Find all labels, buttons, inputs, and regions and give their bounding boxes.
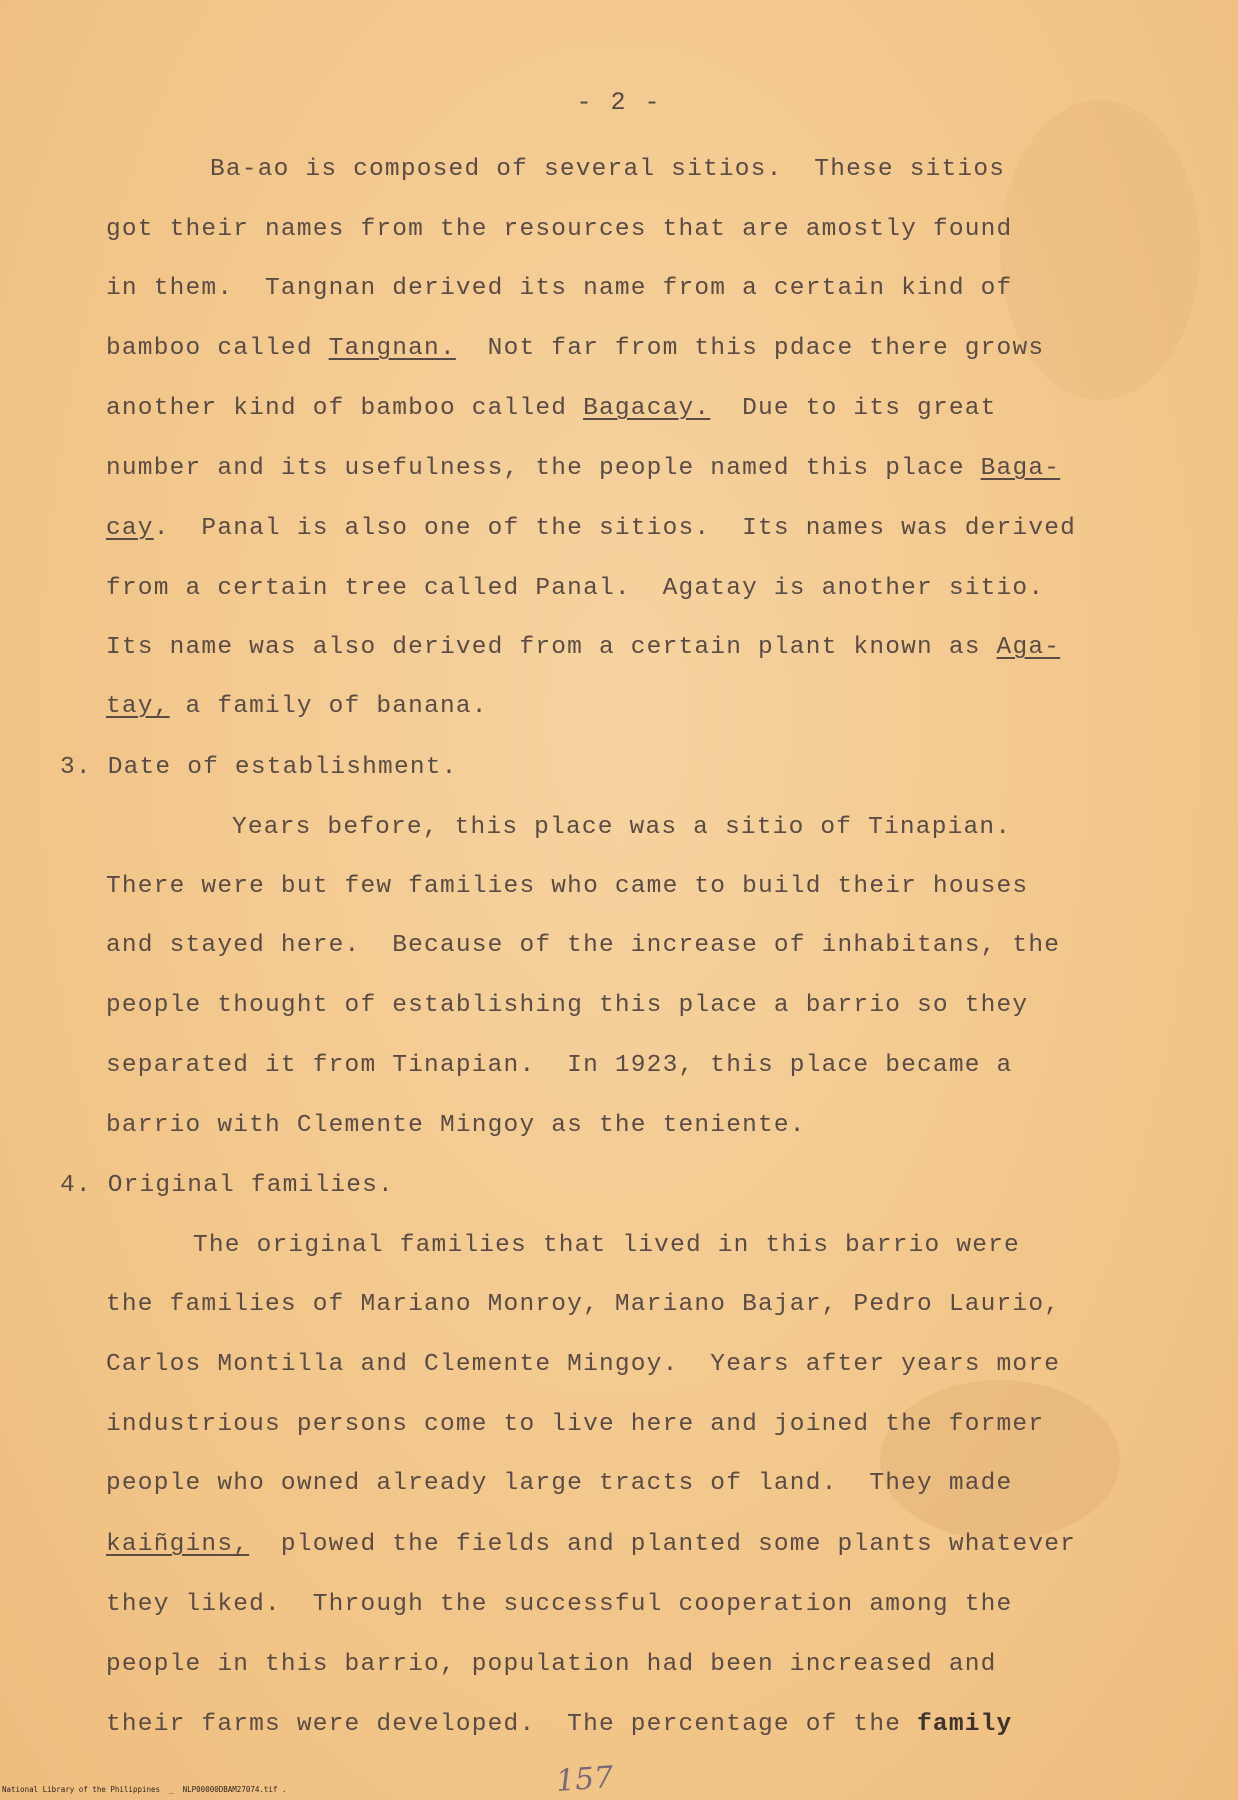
text-line xyxy=(106,1472,1012,1497)
text-segment: the families of Mariano Monroy, Mariano Bajar, Pedro Laurio, xyxy=(106,1291,1061,1318)
text-line xyxy=(106,1533,1076,1558)
text-segment: Years before, this place was a sitio of Tinapian. xyxy=(232,814,1012,841)
text-segment: plowed the fields and planted some plants whatever xyxy=(249,1531,1077,1558)
text-segment: There were but few families who came to build their houses xyxy=(106,873,1029,900)
text-segment: Carlos Montilla and Clemente Mingoy. Years after years more xyxy=(106,1351,1061,1378)
archive-label: National Library of the Philippines _ NLP00000DBAM27074.tif . xyxy=(2,1785,287,1794)
bold-word: family xyxy=(917,1711,1013,1738)
handwritten-page-number: 157 xyxy=(554,1760,615,1799)
text-segment: another kind of bamboo called xyxy=(106,395,584,422)
text-segment: Ba-ao is composed of several sitios. These sitios xyxy=(210,156,1006,183)
text-segment: . Panal is also one of the sitios. Its names was derived xyxy=(153,515,1077,542)
text-segment: Its name was also derived from a certain plant known as xyxy=(106,634,997,661)
text-segment: people thought of establishing this place a barrio so they xyxy=(106,992,1029,1019)
text-line xyxy=(106,457,1060,482)
text-segment: separated it from Tinapian. In 1923, this place became a xyxy=(106,1052,1013,1079)
text-line xyxy=(106,875,1028,900)
text-line xyxy=(106,636,1060,661)
text-line xyxy=(106,1413,1044,1438)
underlined-term: Bagacay. xyxy=(583,395,711,422)
text-line xyxy=(106,218,1012,243)
underlined-term: Tangnan. xyxy=(328,335,456,362)
underlined-term: kaiñgins, xyxy=(106,1531,250,1558)
text-segment: they liked. Through the successful cooperation among the xyxy=(106,1591,1013,1618)
text-line xyxy=(106,277,1012,302)
text-segment: people who owned already large tracts of land. They made xyxy=(106,1470,1013,1497)
text-segment: bamboo called xyxy=(106,335,329,362)
text-segment: number and its usefulness, the people named this place xyxy=(106,455,981,482)
text-line xyxy=(106,577,1044,602)
text-line xyxy=(60,1174,394,1199)
text-segment: a family of banana. xyxy=(169,693,488,720)
paper-stain xyxy=(880,1380,1120,1540)
text-line xyxy=(106,1353,1060,1378)
text-segment: 3. Date of establishment. xyxy=(60,754,458,781)
text-segment: and stayed here. Because of the increase of inhabitans, the xyxy=(106,932,1061,959)
text-segment: from a certain tree called Panal. Agatay is another sitio. xyxy=(106,575,1045,602)
underlined-term: Baga- xyxy=(980,455,1061,482)
text-line xyxy=(106,1054,1012,1079)
text-line xyxy=(106,1653,997,1678)
text-segment: their farms were developed. The percentage of the xyxy=(106,1711,918,1738)
text-line xyxy=(210,158,1005,183)
text-segment: barrio with Clemente Mingoy as the teniente. xyxy=(106,1112,806,1139)
text-line xyxy=(106,1593,1012,1618)
text-segment: Due to its great xyxy=(710,395,997,422)
underlined-term: tay, xyxy=(106,693,170,720)
text-line xyxy=(106,934,1060,959)
text-line xyxy=(106,994,1028,1019)
text-line xyxy=(193,1234,1020,1259)
text-segment: industrious persons come to live here and joined the former xyxy=(106,1411,1045,1438)
text-line xyxy=(60,756,458,781)
text-line xyxy=(106,1713,1012,1738)
text-segment: 4. Original families. xyxy=(60,1172,394,1199)
text-line xyxy=(106,1293,1060,1318)
text-line xyxy=(106,517,1076,542)
text-line xyxy=(106,1114,806,1139)
text-line xyxy=(106,337,1044,362)
text-segment: in them. Tangnan derived its name from a certain kind of xyxy=(106,275,1013,302)
page-number: - 2 - xyxy=(576,88,662,117)
text-line xyxy=(106,695,488,720)
text-segment: got their names from the resources that are amostly found xyxy=(106,216,1013,243)
text-line xyxy=(232,816,1011,841)
text-segment: Not far from this pdace there grows xyxy=(455,335,1045,362)
text-line xyxy=(106,397,997,422)
underlined-term: cay xyxy=(106,515,154,542)
underlined-term: Aga- xyxy=(996,634,1061,661)
text-segment: The original families that lived in this barrio were xyxy=(193,1232,1020,1259)
text-segment: people in this barrio, population had been increased and xyxy=(106,1651,997,1678)
